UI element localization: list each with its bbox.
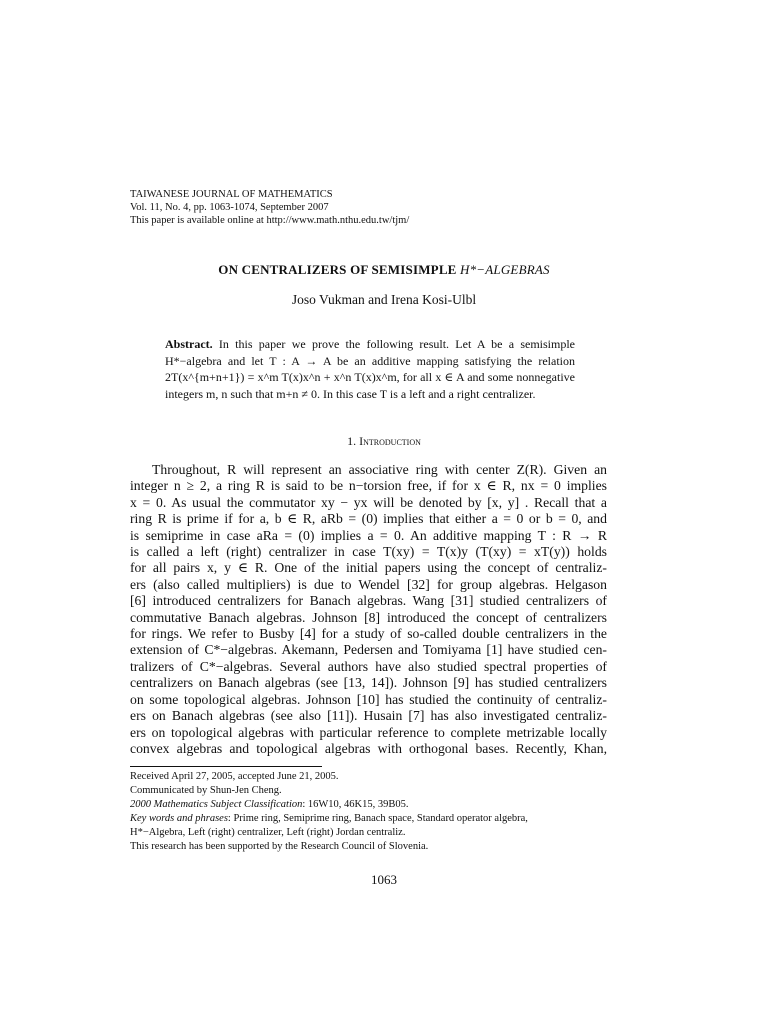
body-line: convex algebras and topological algebras with orthogonal bases. Recently, Khan, bbox=[130, 740, 607, 756]
paper-authors: Joso Vukman and Irena Kosi-Ulbl bbox=[291, 292, 477, 307]
body-line: is called a left (right) centralizer in case T(xy) = T(x)y (T(xy) = xT(y)) holds bbox=[130, 544, 607, 560]
footnotes bbox=[130, 770, 607, 854]
footnote-msc bbox=[130, 798, 607, 812]
body-line: ers (also called multipliers) is due to Wendel [32] for group algebras. Helgason bbox=[130, 576, 607, 592]
footnote-keywords bbox=[130, 812, 607, 826]
abstract-line: 2T(x^{m+n+1}) = x^m T(x)x^n + x^n T(x)x^m, for all x ∈ A and some nonnegative bbox=[165, 370, 575, 384]
journal-name: TAIWANESE JOURNAL OF MATHEMATICS bbox=[130, 189, 333, 200]
body-line: ring R is prime if for a, b ∈ R, aRb = (0) implies that either a = 0 or b = 0, and bbox=[130, 511, 607, 527]
body-line: on some topological algebras. Johnson [10] has studied the continuity of centraliz- bbox=[130, 691, 607, 707]
body-line: centralizers on Banach algebras (see [13, 14]). Johnson [9] has studied centralizers bbox=[130, 675, 607, 691]
footnote-received: Received April 27, 2005, accepted June 21, 2005. bbox=[130, 771, 339, 782]
abstract bbox=[165, 336, 575, 402]
body-line: commutative Banach algebras. Johnson [8] introduced the concept of centralizers bbox=[130, 609, 607, 625]
paper-title-text: ON CENTRALIZERS OF SEMISIMPLE bbox=[218, 262, 457, 277]
body-line: integer n ≥ 2, a ring R is said to be n−torsion free, if for x ∈ R, nx = 0 implies bbox=[130, 478, 607, 494]
journal-volume: Vol. 11, No. 4, pp. 1063-1074, September 2007 bbox=[130, 202, 329, 213]
footnote-keywords-label: Key words and phrases bbox=[130, 813, 228, 824]
abstract-line: In this paper we prove the following result. Let A be a semisimple bbox=[218, 337, 575, 351]
footnote-keywords-line1: : Prime ring, Semiprime ring, Banach space, Standard operator algebra, bbox=[227, 813, 528, 824]
body-line: [6] introduced centralizers for Banach algebras. Wang [31] studied centralizers of bbox=[130, 593, 607, 609]
body-line: for all pairs x, y ∈ R. One of the initial papers using the concept of centraliz- bbox=[130, 560, 607, 576]
footnote-msc-value: : 16W10, 46K15, 39B05. bbox=[302, 799, 409, 810]
body-line: ers on topological algebras with particular reference to complete metrizable locally bbox=[130, 724, 607, 740]
body-line: tralizers of C*−algebras. Several authors have also studied spectral properties of bbox=[130, 658, 607, 674]
journal-online: This paper is available online at http://www.math.nthu.edu.tw/tjm/ bbox=[130, 215, 410, 226]
abstract-line: integers m, n such that m+n ≠ 0. In this case T is a left and a right centralizer. bbox=[165, 386, 536, 401]
abstract-line: H*−algebra and let T : A → A be an additive mapping satisfying the relation bbox=[165, 353, 575, 368]
paper-title-math: H*−ALGEBRAS bbox=[460, 262, 550, 277]
body-line: ers on Banach algebras (see also [11]). Husain [7] has also investigated centraliz- bbox=[130, 708, 607, 724]
footnote-rule bbox=[130, 766, 322, 767]
abstract-label: Abstract. bbox=[165, 337, 213, 351]
journal-header bbox=[130, 188, 409, 227]
body-text bbox=[130, 462, 607, 757]
body-line: extension of C*−algebras. Akemann, Pedersen and Tomiyama [1] have studied cen- bbox=[130, 642, 607, 658]
body-line: is semiprime in case aRa = (0) implies a = 0. An additive mapping T : R → R bbox=[130, 527, 607, 543]
body-line: for rings. We refer to Busby [4] for a study of so-called double centralizers in the bbox=[130, 626, 607, 642]
page-number: 1063 bbox=[371, 872, 397, 887]
section-heading: 1. Introduction bbox=[347, 434, 421, 448]
footnote-support: This research has been supported by the Research Council of Slovenia. bbox=[130, 841, 429, 852]
footnote-communicated: Communicated by Shun-Jen Cheng. bbox=[130, 785, 282, 796]
body-line: x = 0. As usual the commutator xy − yx will be denoted by [x, y] . Recall that a bbox=[130, 494, 607, 510]
footnote-msc-label: 2000 Mathematics Subject Classification bbox=[130, 799, 303, 810]
paper-title bbox=[0, 262, 768, 278]
body-line: Throughout, R will represent an associative ring with center Z(R). Given an bbox=[152, 462, 607, 477]
footnote-keywords-line2: H*−Algebra, Left (right) centralizer, Left (right) Jordan centraliz. bbox=[130, 827, 406, 838]
